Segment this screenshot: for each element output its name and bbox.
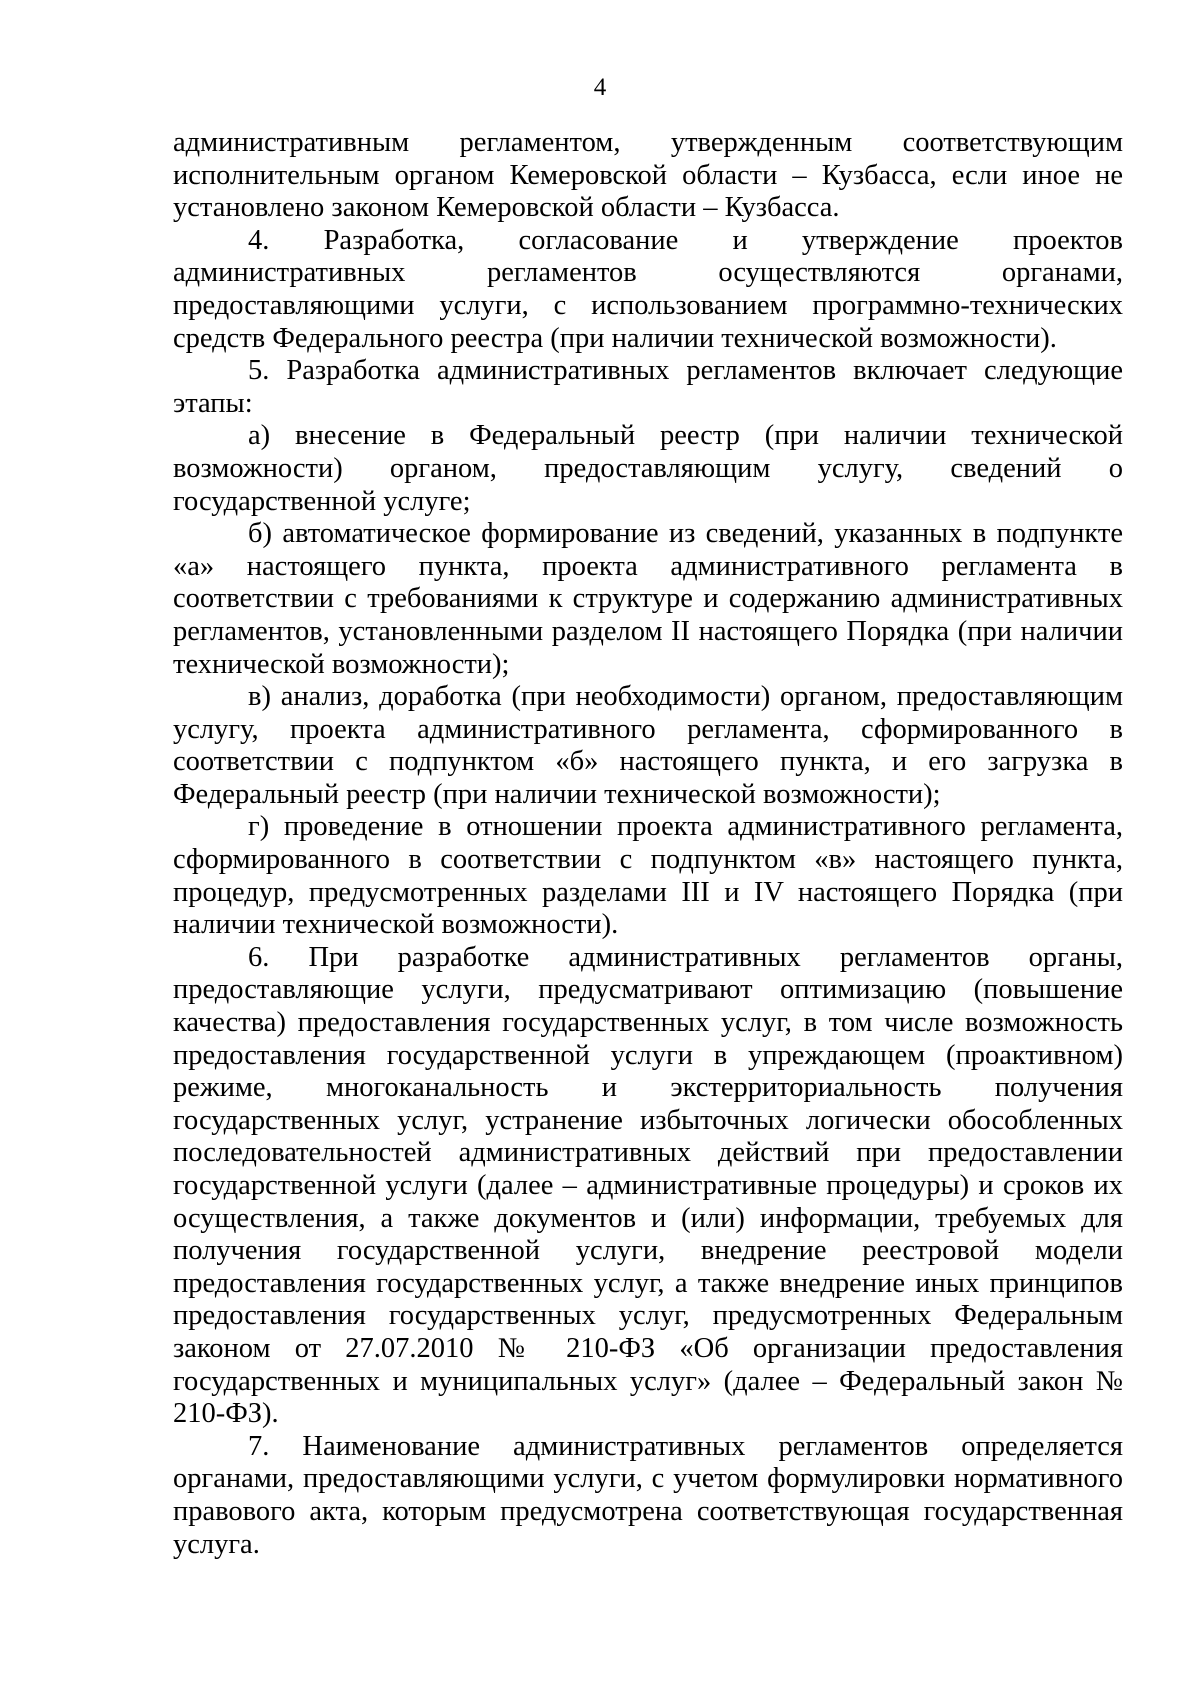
page-number: 4 — [593, 74, 607, 101]
subitem-b: б) автоматическое формирование из сведений, указанных в подпункте «а» настоящего пункта, проекта административного регламента в соответствии с требованиями к структуре и содержанию административных регламентов, установленными разделом II настоящего Порядка (при наличии технической возможности); — [173, 518, 1123, 680]
paragraph-item-5: 5. Разработка административных регламентов включает следующие этапы: — [173, 355, 1123, 419]
paragraph-item-4: 4. Разработка, согласование и утверждение проектов административных регламентов осуществляются органами, предоставляющими услуги, с использованием программно-технических средств Федерального реестра (при наличии технической возможности). — [173, 224, 1123, 354]
subitem-g: г) проведение в отношении проекта административного регламента, сформированного в соответствии с подпунктом «в» настоящего пункта, процедур, предусмотренных разделами III и IV настоящего Порядка (при наличии технической возможности). — [173, 811, 1123, 941]
subitem-a: а) внесение в Федеральный реестр (при наличии технической возможности) органом, предоставляющим услугу, сведений о государственной услуге; — [173, 420, 1123, 517]
document-body — [173, 127, 1123, 1561]
subitem-v: в) анализ, доработка (при необходимости) органом, предоставляющим услугу, проекта административного регламента, сформированного в соответствии с подпунктом «б» настоящего пункта, и его загрузка в Федеральный реестр (при наличии технической возможности); — [173, 681, 1123, 810]
paragraph-item-6: 6. При разработке административных регламентов органы, предоставляющие услуги, предусматривают оптимизацию (повышение качества) предоставления государственных услуг, в том числе возможность предоставления государственной услуги в упреждающем (проактивном) режиме, многоканальность и экстерриториальность получения государственных услуг, устранение избыточных логически обособленных последовательностей административных действий при предоставлении государственной услуги (далее – административные процедуры) и сроков их осуществления, а также документов и (или) информации, требуемых для получения государственной услуги, внедрение реестровой модели предоставления государственных услуг, а также внедрение иных принципов предоставления государственных услуг, предусмотренных Федеральным законом от 27.07.2010 № 210-ФЗ «Об организации предоставления государственных и муниципальных услуг» (далее – Федеральный закон № 210-ФЗ). — [173, 941, 1123, 1430]
paragraph-continuation: административным регламентом, утвержденным соответствующим исполнительным органом Кемеровской области – Кузбасса, если иное не установлено законом Кемеровской области – Кузбасса. — [173, 127, 1123, 224]
paragraph-item-7: 7. Наименование административных регламентов определяется органами, предоставляющими услуги, с учетом формулировки нормативного правового акта, которым предусмотрена соответствующая государственная услуга. — [173, 1430, 1123, 1560]
